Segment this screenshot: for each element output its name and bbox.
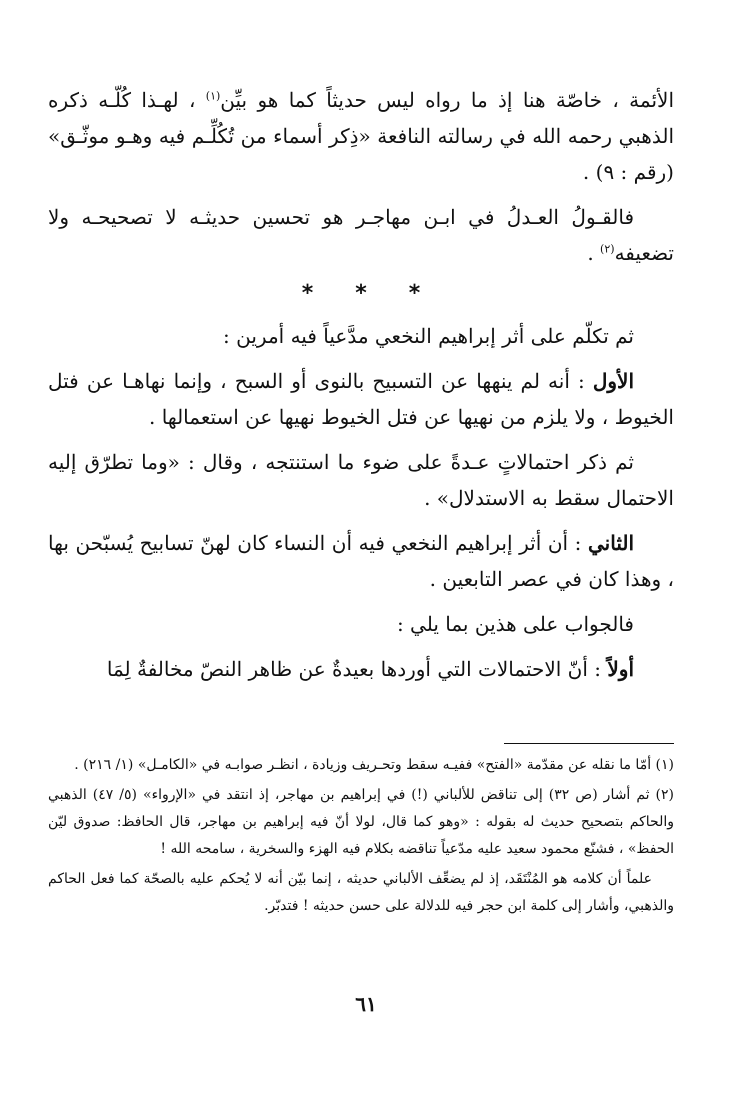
page-number: ٦١ — [355, 992, 377, 1016]
paragraph-1-text: الأئمة ، خاصّة هنا إذ ما رواه ليس حديثاً كما هو بيِّن — [220, 88, 675, 112]
paragraph-6-text: : أن أثر إبراهيم النخعي فيه أن النساء كان لهنّ تسابيح يُسبّحن بها ، وهذا كان في عصر التابعين . — [48, 531, 674, 591]
separator-star: * — [301, 281, 314, 306]
separator-star: * — [355, 281, 367, 306]
paragraph-2-text-cont: . — [587, 241, 601, 265]
paragraph-4 — [48, 363, 674, 435]
main-text-block — [48, 82, 674, 696]
paragraph-6 — [48, 525, 674, 597]
paragraph-5: ثم ذكر احتمالاتٍ عـدةً على ضوء ما استنتجه ، وقال : «وما تطرّق إليه الاحتمال سقط به الاستدلال» . — [48, 450, 674, 510]
paragraph-8-lead: أولاً — [607, 657, 634, 681]
footnote-1: (١) أمّا ما نقله عن مقدّمة «الفتح» ففيـه سقط وتحـريف وزيادة ، انظـر صوابـه في «الكامـل» (١/ ٢١٦) . — [74, 757, 674, 773]
footnote-marker-2: (٢) — [600, 242, 615, 256]
paragraph-7: فالجواب على هذين بما يلي : — [396, 612, 634, 636]
paragraph-8-text: : أنّ الاحتمالات التي أوردها بعيدةٌ عن ظاهر النصّ مخالفةٌ لِمَا — [106, 657, 608, 681]
paragraph-1-text-cont: ، لهـذا كُلّـه ذكره الذهبي رحمه الله في رسالته النافعة «ذِكر أسماء من تُكُلِّـم فيه وهـو موثّـق» (رقم : ٩) . — [48, 88, 674, 184]
footnote-2: (٢) ثم أشار (ص ٣٢) إلى تناقض للألباني (!) في إبراهيم بن مهاجر، إذ انتقد في «الإرواء» (٥/ ٤٧) الذهبي والحاكم بتصحيح حديث له بقوله : «وهو كما قال، لولا أنّ فيه إبراهيم بن مهاجر، قال الحافظ: صدوق ليّن الحفظ» ، فشنّع محمود سعيد عليه مدّعياً تناقضه بكلام فيه الهزء والسخرية ، سامحه الله ! — [48, 787, 674, 857]
footnotes-block — [48, 752, 674, 920]
footnote-2-continuation: علماً أن كلامه هو المُنْتَقَد، إذ لم يضعِّف الألباني حديثه ، إنما بيّن أنه لا يُحكم عليه بالصحّة كما فعل الحاكم والذهبي، وأشار إلى كلمة ابن حجر فيه للدلالة على حسن حديثه ! فتدبّر. — [48, 871, 674, 914]
paragraph-3: ثم تكلّم على أثر إبراهيم النخعي مدَّعياً فيه أمرين : — [223, 324, 634, 348]
separator-star: * — [408, 281, 421, 306]
footnote-marker-1: (١) — [205, 89, 221, 103]
paragraph-6-lead: الثاني — [587, 531, 634, 555]
paragraph-2 — [48, 199, 674, 271]
section-separator — [48, 280, 674, 308]
paragraph-1 — [48, 82, 674, 190]
paragraph-4-lead: الأول — [592, 369, 634, 393]
paragraph-8 — [48, 651, 674, 687]
paragraph-4-text: : أنه لم ينهها عن التسبيح بالنوى أو السبح ، وإنما نهاهـا عن فتل الخيوط ، ولا يلزم من نهيها عن فتل الخيوط نهيها عن استعمالها . — [48, 369, 674, 429]
paragraph-2-text: فالقـولُ العـدلُ في ابـن مهاجـر هو تحسين حديثـه لا تصحيحـه ولا تضعيفه — [48, 205, 674, 265]
footnote-divider — [504, 743, 674, 744]
